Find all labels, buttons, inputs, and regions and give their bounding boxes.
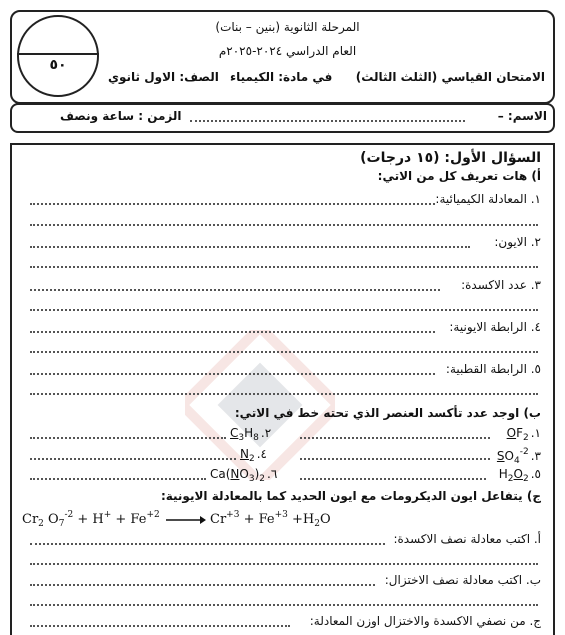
answer-line[interactable] [30, 478, 206, 480]
formula: $H_2O_2$ [498, 467, 529, 484]
answer-line[interactable] [30, 203, 435, 205]
answer-line[interactable] [300, 437, 490, 439]
def-3: ٣. عدد الاكسدة: [461, 278, 541, 292]
answer-line[interactable] [30, 604, 538, 606]
task-2: ب. اكتب معادلة نصف الاختزال: [384, 573, 541, 587]
item-1 [507, 426, 541, 443]
answer-line[interactable] [30, 584, 375, 586]
item-number: ٥. [530, 467, 541, 481]
def-4: ٤. الرابطة الايونية: [449, 320, 541, 334]
score-total: ٥٠ [49, 57, 67, 73]
stage-text: المرحلة الثانوية (بنين – بنات) [215, 20, 360, 34]
part-a-heading: أ) هات تعريف كل من الاتي: [377, 169, 541, 183]
answer-line[interactable] [30, 563, 538, 565]
exam-text: الامتحان القياسي (الثلث الثالث) [355, 70, 545, 84]
time-label: الزمن : ساعة ونصف [60, 109, 182, 123]
answer-line[interactable] [30, 309, 538, 311]
score-circle [17, 15, 99, 97]
year-text: العام الدراسي ٢٠٢٤-٢٠٢٥م [218, 44, 357, 58]
answer-line[interactable] [30, 625, 290, 627]
formula: $Ca(NO_3)_2$ [210, 467, 266, 484]
item-5 [499, 467, 541, 484]
def-1: ١. المعادلة الكيميائية: [435, 192, 541, 206]
item-3 [497, 447, 541, 466]
answer-line[interactable] [300, 478, 486, 480]
item-number: ٣. [530, 449, 541, 463]
q1-title: السؤال الأول: (١٥ درجات) [360, 150, 541, 166]
item-6 [210, 467, 277, 484]
formula: $N_2$ [240, 447, 255, 464]
item-4 [240, 447, 267, 464]
reaction-arrow-icon [164, 515, 206, 525]
score-divider [17, 53, 99, 55]
item-number: ٢. [260, 426, 272, 440]
part-c-heading: ج) يتفاعل ايون الديكرومات مع ايون الحديد كما بالمعادلة الايونية: [160, 489, 541, 503]
answer-line[interactable] [30, 393, 538, 395]
def-5: ٥. الرابطة القطبية: [445, 362, 541, 376]
formula: $C_3H_8$ [230, 426, 259, 443]
answer-line[interactable] [300, 458, 490, 460]
ionic-equation: $Cr_2$ $O_7^{-2} + H^+ + Fe^{+2}$ $Cr^{+3} + Fe^{+3} +H_2O$ [22, 510, 331, 529]
answer-line[interactable] [30, 437, 226, 439]
answer-line[interactable] [30, 266, 538, 268]
part-b-heading: ب) اوجد عدد تأكسد العنصر الذي تحته خط في الاتي: [234, 406, 541, 420]
answer-line[interactable] [30, 373, 435, 375]
item-2 [230, 426, 271, 443]
subject-text: في مادة: الكيمياء [230, 70, 333, 84]
name-label: الاسم: – [497, 109, 547, 123]
item-number: ٦. [267, 467, 278, 481]
answer-line[interactable] [30, 543, 385, 545]
answer-line[interactable] [30, 351, 538, 353]
item-number: ٤. [256, 447, 267, 461]
item-number: ١. [530, 426, 541, 440]
formula: $SO_4^{-2}$ [496, 447, 529, 466]
task-3: ج. من نصفي الاكسدة والاختزال اوزن المعادلة: [309, 614, 541, 628]
name-dotted-line[interactable] [190, 120, 465, 122]
answer-line[interactable] [30, 246, 470, 248]
answer-line[interactable] [30, 331, 435, 333]
formula: $OF_2$ [506, 426, 529, 443]
answer-line[interactable] [30, 458, 236, 460]
grade-text: الصف: الاول ثانوي [108, 70, 219, 84]
answer-line[interactable] [30, 224, 538, 226]
def-2: ٢. الايون: [494, 235, 541, 249]
answer-line[interactable] [30, 289, 440, 291]
task-1: أ. اكتب معادلة نصف الاكسدة: [393, 532, 541, 546]
